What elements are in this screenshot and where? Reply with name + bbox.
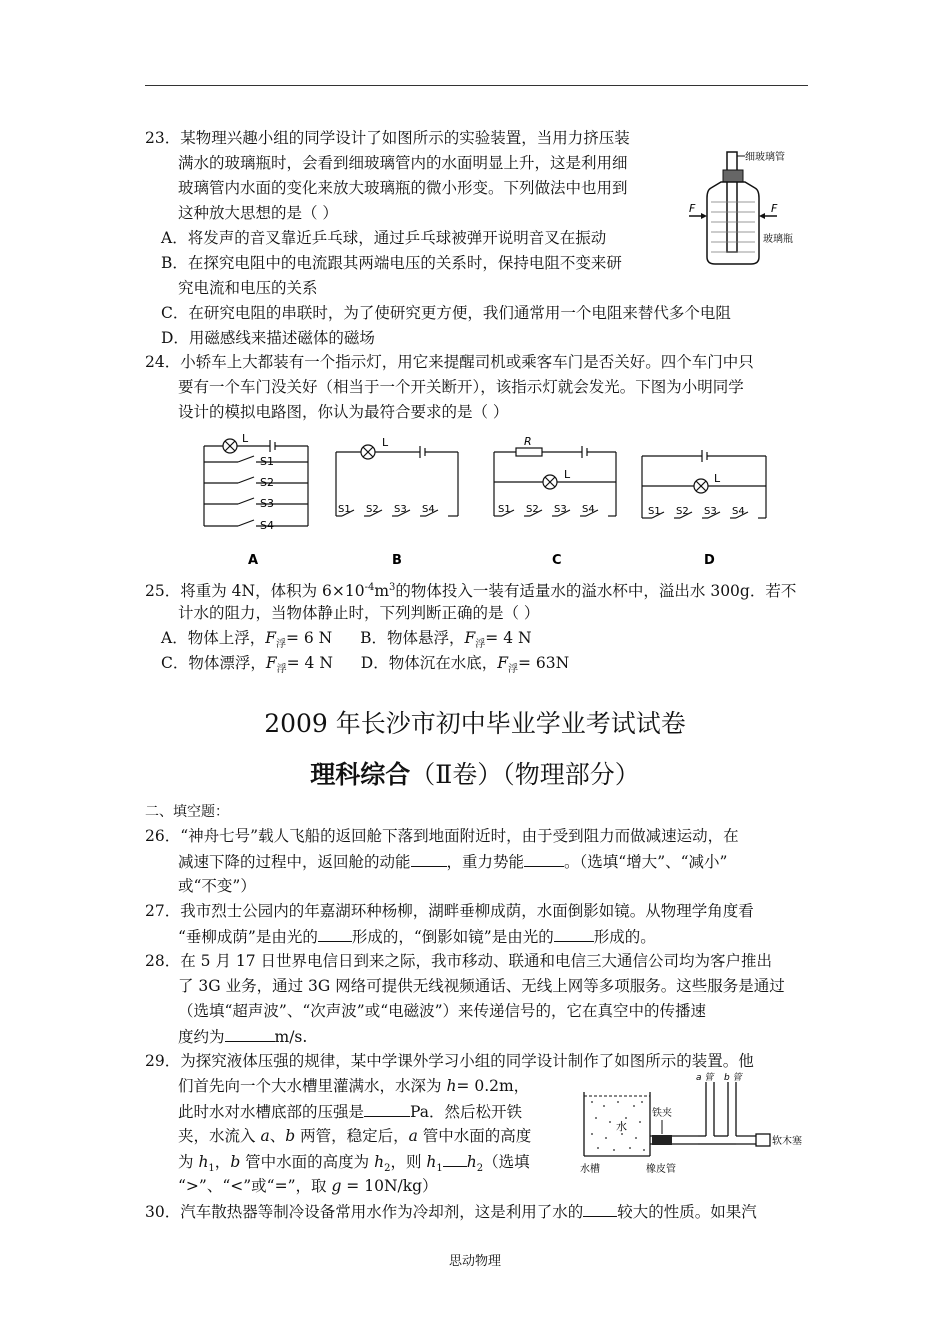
circuit-c-resistor-label: R: [524, 435, 532, 448]
q25-option-c: C．物体漂浮，$F_浮= 4$ N: [161, 654, 333, 676]
circuit-c-lamp-label: L: [564, 468, 571, 481]
fig-plug-label: 软木塞: [772, 1136, 802, 1147]
page-footer: 思动物理: [448, 1254, 501, 1269]
q23-line3: 玻璃管内水面的变化来放大玻璃瓶的微小形变。下列做法中也用到: [178, 179, 628, 197]
q26-blank-2[interactable]: [524, 851, 564, 867]
q23-option-a: A．将发声的音叉靠近乒乓球，通过乒乓球被弹开说明音叉在振动: [161, 229, 607, 247]
circuit-b-s3: S3: [394, 504, 407, 515]
q27-line1: 27．我市烈士公园内的年嘉湖环种杨柳，湖畔垂柳成荫，水面倒影如镜。从物理学角度看: [145, 902, 754, 920]
fig-a-tube-label: a 管: [696, 1073, 714, 1083]
q28-blank[interactable]: [225, 1026, 275, 1042]
q29-line3: 此时水对水槽底部的压强是 Pa．然后松开铁: [178, 1103, 522, 1121]
q26-line2: 减速下降的过程中，返回舱的动能 ，重力势能 。（选填“增大”、“减小”: [178, 853, 728, 871]
fig-tube-label: 细玻璃管: [745, 152, 785, 163]
circuit-c-label: C: [552, 553, 562, 568]
circuit-d-s2: S2: [676, 506, 689, 517]
circuit-a: [198, 432, 313, 572]
q25-line2: 计水的阻力，当物体静止时，下列判断正确的是（ ）: [178, 604, 540, 622]
circuit-a-label: A: [248, 553, 259, 568]
q26-line3: 或“不变”）: [178, 877, 256, 895]
fig-water-label: 水: [616, 1120, 627, 1133]
section-heading: 二、填空题：: [145, 804, 229, 820]
fig-rubber-label: 橡皮管: [646, 1164, 676, 1175]
circuit-d: [638, 432, 773, 572]
circuit-d-lamp-label: L: [714, 472, 721, 485]
q25-line1: 25．将重为 4N，体积为 $6\times 10^{-4}m^3$的物体投入一装有适量水的溢水杯中，溢出水 300g．若不: [145, 582, 797, 601]
q25-option-a: A．物体上浮，$F_浮= 6$ N: [161, 629, 333, 651]
q28-line4: 度约为 m/s.: [178, 1028, 308, 1046]
q28-line2: 了 3G 业务，通过 3G 网络可提供无线视频通话、无线上网等多项服务。这些服务是通过: [178, 977, 785, 995]
circuit-a-lamp-label: L: [242, 432, 249, 445]
fig-tank-label: 水槽: [580, 1164, 600, 1175]
q29-blank-pressure[interactable]: [364, 1101, 410, 1117]
circuit-d-s4: S4: [732, 506, 745, 517]
circuit-d-label: D: [704, 553, 715, 568]
q28-line3: （选填“超声波”、“次声波”或“电磁波”）来传递信号的，它在真空中的传播速: [178, 1002, 707, 1020]
circuit-b-s4: S4: [422, 504, 435, 515]
q23-option-d: D．用磁感线来描述磁体的磁场: [161, 329, 375, 347]
q27-blank-2[interactable]: [554, 926, 594, 942]
q23-line1: 23．某物理兴趣小组的同学设计了如图所示的实验装置，当用力挤压装: [145, 129, 630, 147]
bottle-figure: [685, 142, 810, 272]
circuit-b: [330, 432, 465, 572]
q25-options-ab: [161, 628, 532, 655]
q23-line4: 这种放大思想的是（ ）: [178, 204, 338, 222]
q24-line3: 设计的模拟电路图，你认为最符合要求的是（ ）: [178, 403, 509, 421]
q29-line1: 29．为探究液体压强的规律，某中学课外学习小组的同学设计制作了如图所示的装置。他: [145, 1052, 754, 1070]
q27-line2: “垂柳成荫”是由光的 形成的，“倒影如镜”是由光的 形成的。: [178, 928, 656, 946]
circuit-d-s3: S3: [704, 506, 717, 517]
circuit-a-s1: S1: [260, 455, 274, 468]
circuit-d-s1: S1: [648, 506, 661, 517]
q25-options-cd: [161, 653, 569, 680]
circuit-a-s3: S3: [260, 497, 274, 510]
circuit-a-s2: S2: [260, 476, 274, 489]
circuit-c-s4: S4: [582, 504, 595, 515]
circuit-b-s2: S2: [366, 504, 379, 515]
q25-option-b: B．物体悬浮，$F_浮= 4$ N: [360, 629, 532, 651]
header-rule: [145, 85, 808, 86]
q24-line2: 要有一个车门没关好（相当于一个开关断开），该指示灯就会发光。下图为小明同学: [178, 378, 744, 396]
water-tank-figure: [578, 1072, 808, 1178]
circuit-b-label: B: [392, 553, 402, 568]
q29-blank-compare[interactable]: [443, 1151, 467, 1167]
q26-blank-1[interactable]: [411, 851, 447, 867]
exam-subtitle: 理科综合（Ⅱ卷）（物理部分）: [310, 760, 640, 789]
circuit-c: [488, 432, 623, 572]
circuit-c-s1: S1: [498, 504, 511, 515]
q29-line5: 为 $h_1$，b 管中水面的高度为 $h_2$，则 $h_1$ $h_2$（选填: [178, 1153, 530, 1175]
q30-line1: 30．汽车散热器等制冷设备常用水作为冷却剂，这是利用了水的 较大的性质。如果汽: [145, 1203, 757, 1221]
q27-blank-1[interactable]: [318, 926, 352, 942]
q29-line6: “>”、“<”或“=”，取 g = 10N/kg）: [178, 1177, 438, 1195]
fig-force-left: F: [689, 202, 696, 215]
fig-bottle-label: 玻璃瓶: [763, 234, 793, 245]
q23-option-b-line1: B．在探究电阻中的电流跟其两端电压的关系时，保持电阻不变来研: [161, 254, 622, 272]
circuit-c-s2: S2: [526, 504, 539, 515]
q28-line1: 28．在 5 月 17 日世界电信日到来之际，我市移动、联通和电信三大通信公司均为客户推出: [145, 952, 773, 970]
q30-blank[interactable]: [583, 1201, 617, 1217]
q23-option-b-line2: 究电流和电压的关系: [178, 279, 318, 297]
circuit-b-s1: S1: [338, 504, 351, 515]
q25-option-d: D．物体沉在水底，$F_浮= 63N$: [360, 654, 570, 676]
q29-line4: 夹，水流入 a、b 两管，稳定后，a 管中水面的高度: [178, 1127, 532, 1145]
q24-line1: 24．小轿车上大都装有一个指示灯，用它来提醒司机或乘客车门是否关好。四个车门中只: [145, 353, 754, 371]
fig-force-right: F: [771, 202, 778, 215]
exam-title: 2009 年长沙市初中毕业学业考试试卷: [264, 709, 686, 738]
q23-option-c: C．在研究电阻的串联时，为了使研究更方便，我们通常用一个电阻来替代多个电阻: [161, 304, 731, 322]
q23-line2: 满水的玻璃瓶时，会看到细玻璃管内的水面明显上升，这是利用细: [178, 154, 628, 172]
q26-line1: 26．“神舟七号”载人飞船的返回舱下落到地面附近时，由于受到阻力而做减速运动，在: [145, 827, 739, 845]
fig-clamp-label: 铁夹: [652, 1108, 672, 1119]
circuit-b-lamp-label: L: [382, 436, 389, 449]
circuit-a-s4: S4: [260, 519, 274, 532]
circuit-c-s3: S3: [554, 504, 567, 515]
q29-line2: 们首先向一个大水槽里灌满水，水深为 h= 0.2m，: [178, 1077, 530, 1095]
fig-b-tube-label: b 管: [724, 1073, 742, 1083]
